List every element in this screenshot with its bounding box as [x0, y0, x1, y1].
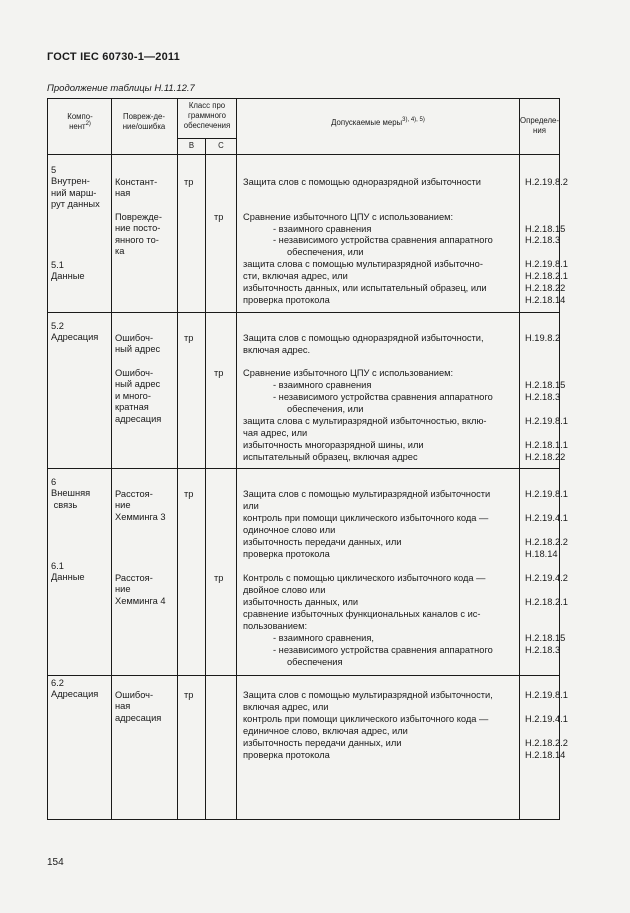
- measure-line: защита слова с помощью мультиразрядной избыточно-: [243, 259, 483, 269]
- definition-ref: H.2.18.14: [525, 295, 566, 305]
- definition-ref: H.2.18.3: [525, 235, 561, 245]
- component-5-1: 5.1 Данные: [51, 260, 85, 282]
- measure-line: избыточность передачи данных, или: [243, 537, 402, 547]
- measure-line: - независимого устройства сравнения аппаратного: [273, 645, 493, 655]
- measure-line: пользованием:: [243, 621, 308, 631]
- measure-line: - взаимного сравнения: [273, 380, 372, 390]
- class-c-mark: тр: [214, 212, 224, 222]
- definition-ref: H.2.19.8.1: [525, 690, 568, 700]
- measure-line: Сравнение избыточного ЦПУ с использованием:: [243, 212, 454, 222]
- definition-ref: H.2.18.15: [525, 380, 566, 390]
- definition-ref: H.2.18.2.1: [525, 597, 568, 607]
- measure-line: включая адрес, или: [243, 702, 329, 712]
- definition-ref: H.2.18.2.2: [525, 738, 568, 748]
- measure-line: проверка протокола: [243, 295, 330, 305]
- measure-line: - взаимного сравнения: [273, 224, 372, 234]
- measure-line: обеспечения, или: [287, 404, 364, 414]
- definition-ref: H.2.19.8.1: [525, 416, 568, 426]
- class-c-mark: тр: [214, 368, 224, 378]
- error-label: Ошибоч- ный адрес и много- кратная адресация: [115, 368, 162, 424]
- class-c-mark: тр: [214, 573, 224, 583]
- definition-ref: H.19.8.2: [525, 333, 561, 343]
- error-label: Ошибоч- ная адресация: [115, 690, 162, 723]
- column-header-software-class: Класс про граммного обеспечения: [183, 101, 231, 130]
- measure-line: обеспечения, или: [287, 247, 364, 257]
- measure-line: сти, включая адрес, или: [243, 271, 348, 281]
- measure-line: обеспечения: [287, 657, 343, 667]
- measure-line: - независимого устройства сравнения аппаратного: [273, 392, 493, 402]
- measure-line: сравнение избыточных функциональных каналов с ис-: [243, 609, 481, 619]
- definition-ref: H.2.19.8.2: [525, 177, 568, 187]
- error-label: Расстоя- ние Хемминга 4: [115, 573, 166, 606]
- measure-line: Защита слов с помощью мультиразрядной избыточности,: [243, 690, 493, 700]
- definition-ref: H.2.19.4.1: [525, 714, 568, 724]
- definition-ref: H.2.18.15: [525, 633, 566, 643]
- definition-ref: H.2.18.2.2: [525, 537, 568, 547]
- definition-ref: H.2.18.2.1: [525, 271, 568, 281]
- measure-line: или: [243, 501, 259, 511]
- measure-line: двойное слово или: [243, 585, 326, 595]
- definition-ref: H.2.19.8.1: [525, 259, 568, 269]
- measure-line: единичное слово, включая адрес, или: [243, 726, 408, 736]
- definition-ref: H.2.18.14: [525, 750, 566, 760]
- class-b-mark: тр: [184, 333, 194, 343]
- component-6-1: 6.1 Данные: [51, 561, 85, 583]
- measure-line: избыточность данных, или: [243, 597, 359, 607]
- measure-line: проверка протокола: [243, 549, 330, 559]
- document-header: ГОСТ IEC 60730-1—2011: [47, 51, 180, 63]
- class-b-mark: тр: [184, 690, 194, 700]
- component-6: 6 Внешняя связь: [51, 477, 91, 510]
- measure-line: избыточность данных, или испытательный образец, или: [243, 283, 487, 293]
- page-number: 154: [47, 857, 64, 868]
- measure-line: - независимого устройства сравнения аппаратного: [273, 235, 493, 245]
- measure-line: одиночное слово или: [243, 525, 336, 535]
- measure-line: избыточность передачи данных, или: [243, 738, 402, 748]
- table-continuation-caption: Продолжение таблицы H.11.12.7: [47, 83, 195, 94]
- definition-ref: H.2.19.4.1: [525, 513, 568, 523]
- error-label: Расстоя- ние Хемминга 3: [115, 489, 166, 522]
- error-label: Ошибоч- ный адрес: [115, 333, 161, 355]
- measure-line: защита слова с мультиразрядной избыточностью, вклю-: [243, 416, 487, 426]
- measure-line: избыточность многоразрядной шины, или: [243, 440, 424, 450]
- column-header-measures: Допускаемые меры$^{3), 4), 5)}$: [331, 117, 425, 127]
- measure-line: - взаимного сравнения,: [273, 633, 374, 643]
- measure-line: Защита слов с помощью одноразрядной избыточности,: [243, 333, 484, 343]
- definition-ref: H.18.14: [525, 549, 558, 559]
- class-b-mark: тр: [184, 177, 194, 187]
- class-b-mark: тр: [184, 489, 194, 499]
- measure-line: чая адрес, или: [243, 428, 308, 438]
- measure-line: контроль при помощи циклического избыточного кода —: [243, 714, 489, 724]
- measure-line: включая адрес.: [243, 345, 311, 355]
- error-label: Поврежде- ние посто- янного то- ка: [115, 212, 162, 257]
- component-5-2: 5.2 Адресация: [51, 321, 99, 343]
- column-header-damage: Повреж-де- ние/ошибка: [122, 112, 166, 131]
- definition-ref: H.2.19.8.1: [525, 489, 568, 499]
- component-6-2: 6.2 Адресация: [51, 678, 99, 700]
- measure-line: испытательный образец, включая адрес: [243, 452, 418, 462]
- error-label: Констант- ная: [115, 177, 158, 199]
- column-header-definitions: Определе- ния: [520, 116, 559, 135]
- definition-ref: H.2.18.3: [525, 645, 561, 655]
- measure-line: проверка протокола: [243, 750, 330, 760]
- definition-ref: H.2.18.22: [525, 283, 566, 293]
- column-header-class-c: C: [218, 141, 224, 150]
- component-5: 5 Внутрен- ний марш- рут данных: [51, 165, 100, 210]
- measure-line: контроль при помощи циклического избыточного кода —: [243, 513, 489, 523]
- definition-ref: H.2.18.3: [525, 392, 561, 402]
- measure-line: Защита слов с помощью одноразрядной избыточности: [243, 177, 481, 187]
- measure-line: Контроль с помощью циклического избыточного кода —: [243, 573, 486, 583]
- definition-ref: H.2.18.22: [525, 452, 566, 462]
- measure-line: Сравнение избыточного ЦПУ с использованием:: [243, 368, 454, 378]
- definition-ref: H.2.18.1.1: [525, 440, 568, 450]
- measure-line: Защита слов с помощью мультиразрядной избыточности: [243, 489, 491, 499]
- definition-ref: H.2.18.15: [525, 224, 566, 234]
- requirements-table: [47, 98, 568, 820]
- column-header-component: Компо- нент$^{2)}$: [67, 112, 93, 131]
- column-header-class-b: B: [188, 141, 195, 150]
- definition-ref: H.2.19.4.2: [525, 573, 568, 583]
